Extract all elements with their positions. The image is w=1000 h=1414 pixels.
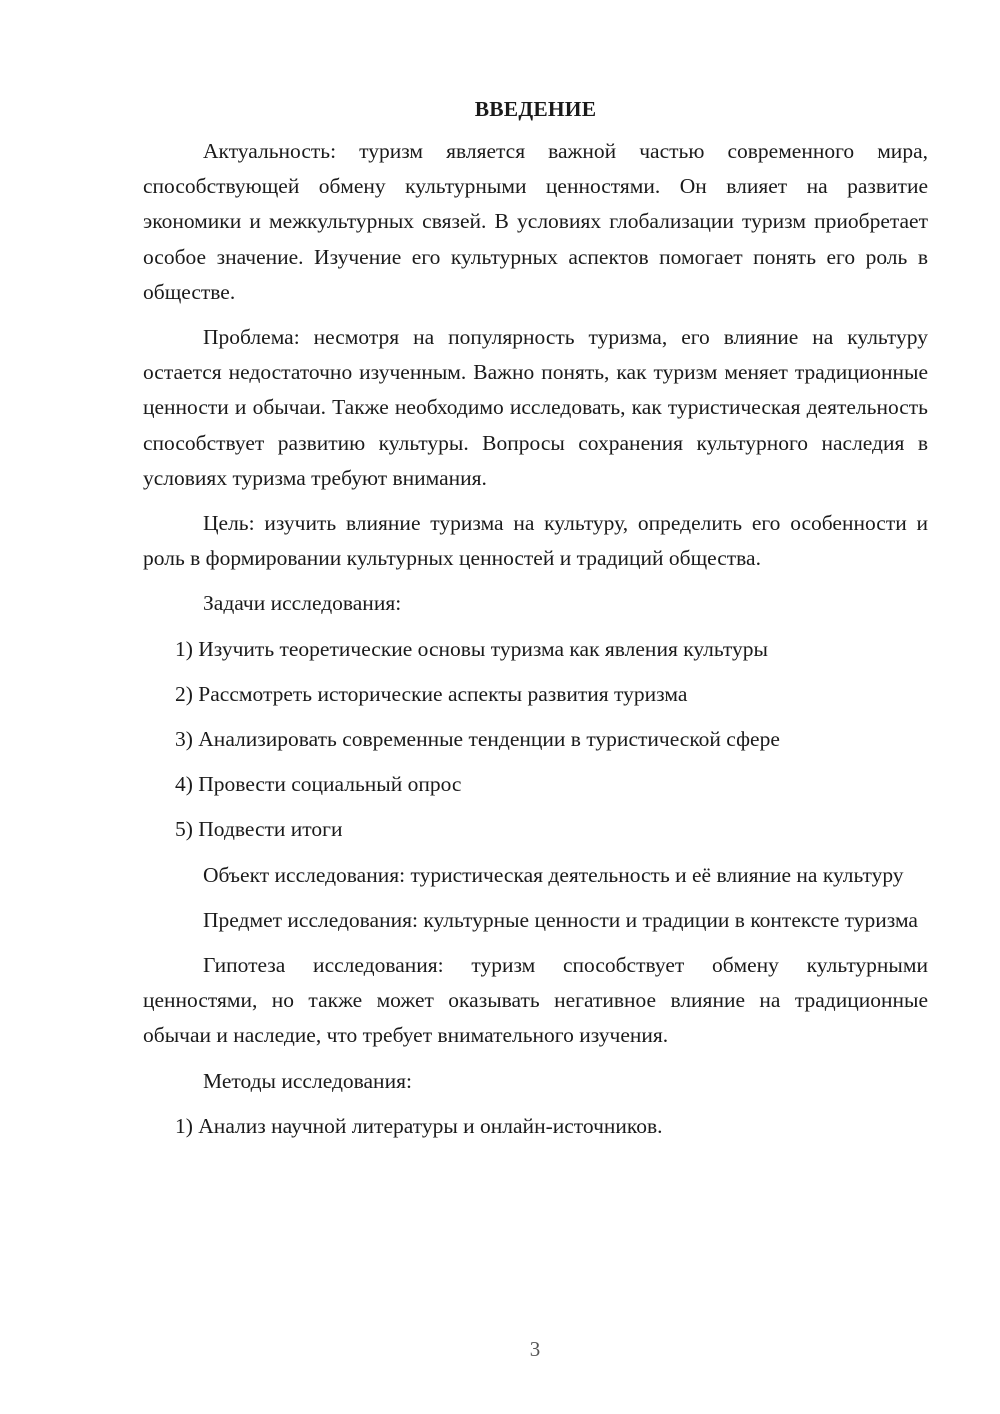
relevance-paragraph: Актуальность: туризм является важной частью современного мира, способствующей обмену культурными ценностями. Он влияет на развитие экономики и межкультурных связей. В условиях глобализации туризм приобретает особое значение. Изучение его культурных аспектов помогает понять его роль в обществе. <box>143 139 928 304</box>
hypothesis-paragraph: Гипотеза исследования: туризм способствует обмену культурными ценностями, но также может оказывать негативное влияние на традиционные обычаи и наследие, что требует внимательного изучения. <box>143 953 928 1048</box>
list-item: 1) Анализ научной литературы и онлайн-источников. <box>175 1113 663 1138</box>
document-page <box>143 92 928 1154</box>
page-number: 3 <box>529 1337 541 1361</box>
object-paragraph: Объект исследования: туристическая деятельность и её влияние на культуру <box>203 862 904 887</box>
list-item: 1) Изучить теоретические основы туризма как явления культуры <box>175 636 768 661</box>
list-item: 5) Подвести итоги <box>175 817 343 842</box>
goal-paragraph: Цель: изучить влияние туризма на культуру, определить его особенности и роль в формировании культурных ценностей и традиций общества. <box>143 511 928 571</box>
tasks-label: Задачи исследования: <box>203 591 402 616</box>
page-title: ВВЕДЕНИЕ <box>474 97 597 121</box>
tasks-list <box>143 632 928 848</box>
list-item: 4) Провести социальный опрос <box>175 772 462 797</box>
methods-list <box>143 1109 928 1144</box>
list-item: 2) Рассмотреть исторические аспекты развития туризма <box>175 681 688 706</box>
subject-paragraph: Предмет исследования: культурные ценности и традиции в контексте туризма <box>203 907 918 932</box>
problem-paragraph: Проблема: несмотря на популярность туризма, его влияние на культуру остается недостаточно изученным. Важно понять, как туризм меняет традиционные ценности и обычаи. Также необходимо исследовать, как туристическая деятельность способствует развитию культуры. Вопросы сохранения культурного наследия в условиях туризма требуют внимания. <box>143 325 928 490</box>
list-item: 3) Анализировать современные тенденции в туристической сфере <box>175 727 780 752</box>
methods-label: Методы исследования: <box>203 1068 412 1093</box>
